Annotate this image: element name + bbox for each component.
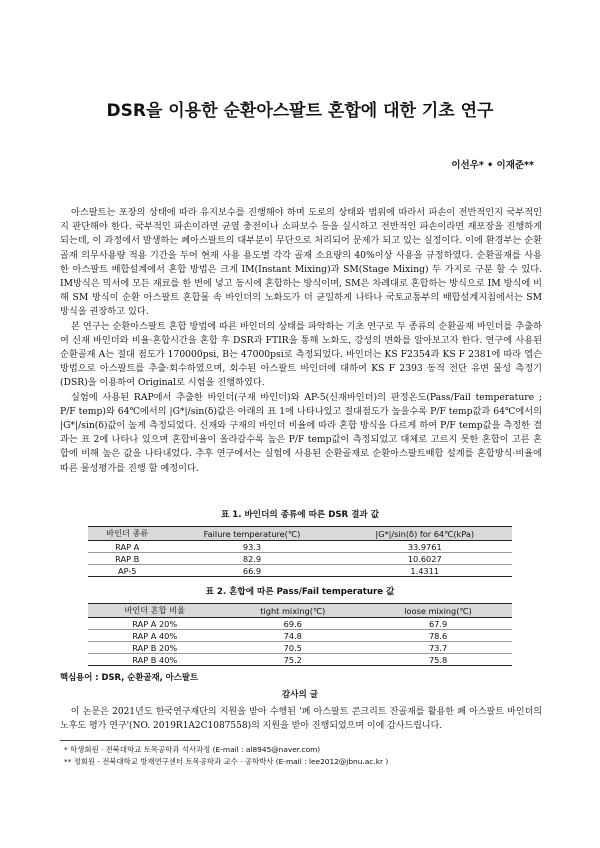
table-cell: 1.4311	[337, 565, 512, 577]
table-cell: 73.7	[364, 642, 512, 654]
table-cell: 70.5	[221, 642, 364, 654]
table-row	[88, 618, 512, 630]
table-cell: 75.8	[364, 654, 512, 666]
table-cell: 74.8	[221, 630, 364, 642]
acknowledgement-heading: 감사의 글	[281, 690, 319, 700]
table-cell: 93.3	[166, 541, 337, 553]
table-header-row	[88, 527, 512, 541]
table-row	[88, 630, 512, 642]
table-header-cell: 바인더 혼합 비율	[88, 604, 221, 618]
table-cell: 78.6	[364, 630, 512, 642]
table-cell: 33.9761	[337, 541, 512, 553]
table-2-grid	[88, 603, 512, 666]
body-paragraph: 아스팔트는 포장의 상태에 따라 유지보수를 진행해야 하며 도로의 상태와 범위에 따라서 파손이 전반적인지 국부적인지 판단해야 한다. 국부적인 파손이라면 균열 충전이나 소파보수 등을 실시하고 전반적인 파손이라면 재포장을 진행하게 되는데, 이 과정에서 발생하는 폐아스팔트의 대부분이 무단으로 처리되어 문제가 되고 있는 실정이다. 이에 환경부는 순환골재 의무사용량 적용 기간을 두어 현재 사용 용도별 각각 골재 소요량의 40%이상 사용을 규정하였다. 순환골재를 사용한 아스팔트 배합설계에서 혼합 방법은 크게 IM(Instant Mixing)과 SM(Stage Mixing) 두 가지로 구분 할 수 있다. IM방식은 믹서에 모든 재료를 한 번에 넣고 동시에 혼합하는 방식이며, SM은 차례대로 혼합하는 방식으로 IM 방식에 비해 SM 방식이 순환 아스팔트 혼합물 속 바인더의 노화도가 더 균일하게 나타나 국토교통부의 배합설계지침에서는 SM 방식을 권장하고 있다.	[60, 207, 542, 318]
footnotes	[60, 744, 542, 768]
table-header-cell: tight mixing(℃)	[221, 604, 364, 618]
acknowledgement-text: 이 논문은 2021년도 한국연구재단의 지원을 받아 수행된 '폐 아스팔트 콘크리트 잔골재를 활용한 폐 아스팔트 바인더의 노후도 평가 연구'(NO. 2019R1A2C1087558)의 지원을 받아 진행되었으며 이에 감사드립니다.	[60, 707, 542, 731]
table-cell: RAP B 20%	[88, 642, 221, 654]
table-cell: 10.6027	[337, 553, 512, 565]
table-cell: 69.6	[221, 618, 364, 630]
table-cell: RAP B	[88, 553, 166, 565]
table-1	[88, 508, 512, 577]
keywords-line: 핵심용어 : DSR, 순환골재, 아스팔트	[60, 672, 199, 682]
table-row	[88, 654, 512, 666]
table-header-cell: 바인더 종류	[88, 527, 166, 541]
table-cell: RAP A 40%	[88, 630, 221, 642]
table-2	[88, 585, 512, 666]
table-header-row	[88, 604, 512, 618]
paper-title: DSR을 이용한 순환아스팔트 혼합에 대한 기초 연구	[106, 101, 494, 121]
body-paragraph: 실험에 사용된 RAP에서 추출한 바인더(구재 바인더)와 AP-5(신재바인더)의 판정온도(Pass/Fail temperature ; P/F temp)와 64℃에서의 |G*|/sin(δ)값은 아래의 표 1에 나타나있고 절대점도가 높을수록 P/F temp값과 64℃에서의 |G*|/sin(δ)값이 높게 측정되었다. 신재와 구재의 바인더 비율에 따라 혼합 방식을 다르게 하여 P/F temp값을 측정한 결과는 표 2에 나타나 있으며 혼합비율이 올라갈수록 높은 P/F temp값이 측정되었고 대체로 고르지 못한 혼합이 고른 혼합에 비해 높은 값을 나타내었다. 추후 연구에서는 실험에 사용된 순환골재로 순환아스팔트배합 설계를 혼합방식·비율에 따른 물성평가를 진행 할 예정이다.	[60, 391, 542, 474]
table-header-cell: |G*|/sin(δ) for 64℃(kPa)	[337, 527, 512, 541]
table-cell: RAP B 40%	[88, 654, 221, 666]
footnote-item: ** 정회원 · 전북대학교 방재연구센터 토목공학과 교수 · 공학박사 (E-mail : lee2012@jbnu.ac.kr )	[64, 757, 389, 766]
table-row	[88, 541, 512, 553]
table-cell: 67.9	[364, 618, 512, 630]
table-1-grid	[88, 526, 512, 577]
table-1-caption: 표 1. 바인더의 종류에 따른 DSR 결과 값	[220, 510, 380, 520]
table-row	[88, 565, 512, 577]
table-cell: 82.9	[166, 553, 337, 565]
footnote-item: * 학생회원 · 전북대학교 토목공학과 석사과정 (E-mail : al8945@naver.com)	[64, 745, 321, 754]
table-row	[88, 553, 512, 565]
table-cell: AP-5	[88, 565, 166, 577]
table-header-cell: loose mixing(℃)	[364, 604, 512, 618]
table-cell: RAP A 20%	[88, 618, 221, 630]
acknowledgement-body	[60, 705, 542, 733]
table-2-caption: 표 2. 혼합에 따른 Pass/Fail temperature 값	[205, 587, 395, 597]
table-cell: 66.9	[166, 565, 337, 577]
author-line: 이선우* • 이재준**	[451, 160, 534, 171]
table-cell: 75.2	[221, 654, 364, 666]
table-header-cell: Failure temperature(℃)	[166, 527, 337, 541]
body-paragraph: 본 연구는 순환아스팔트 혼합 방법에 따른 바인더의 상태를 파악하는 기초 연구로 두 종류의 순환골재 바인더를 추출하여 신재 바인더와 비율·혼합시간을 혼합 후 DSR과 FTIR을 통해 노화도, 강성의 변화를 알아보고자 한다. 연구에 사용된 순환골재 A는 절대 점도가 170000psi, B는 47000psi로 측정되었다. 바인더는 KS F2354과 KS F 2381에 따라 엡슨방법으로 아스팔트를 추출·회수하였으며, 회수된 아스팔트 바인더에 대하여 KS F 2393 동적 전단 유변 물성 측정기(DSR)을 이용하여 Original로 시험을 진행하였다.	[60, 320, 542, 389]
table-row	[88, 642, 512, 654]
abstract-body	[60, 206, 542, 476]
footnote-divider	[60, 740, 200, 741]
table-cell: RAP A	[88, 541, 166, 553]
